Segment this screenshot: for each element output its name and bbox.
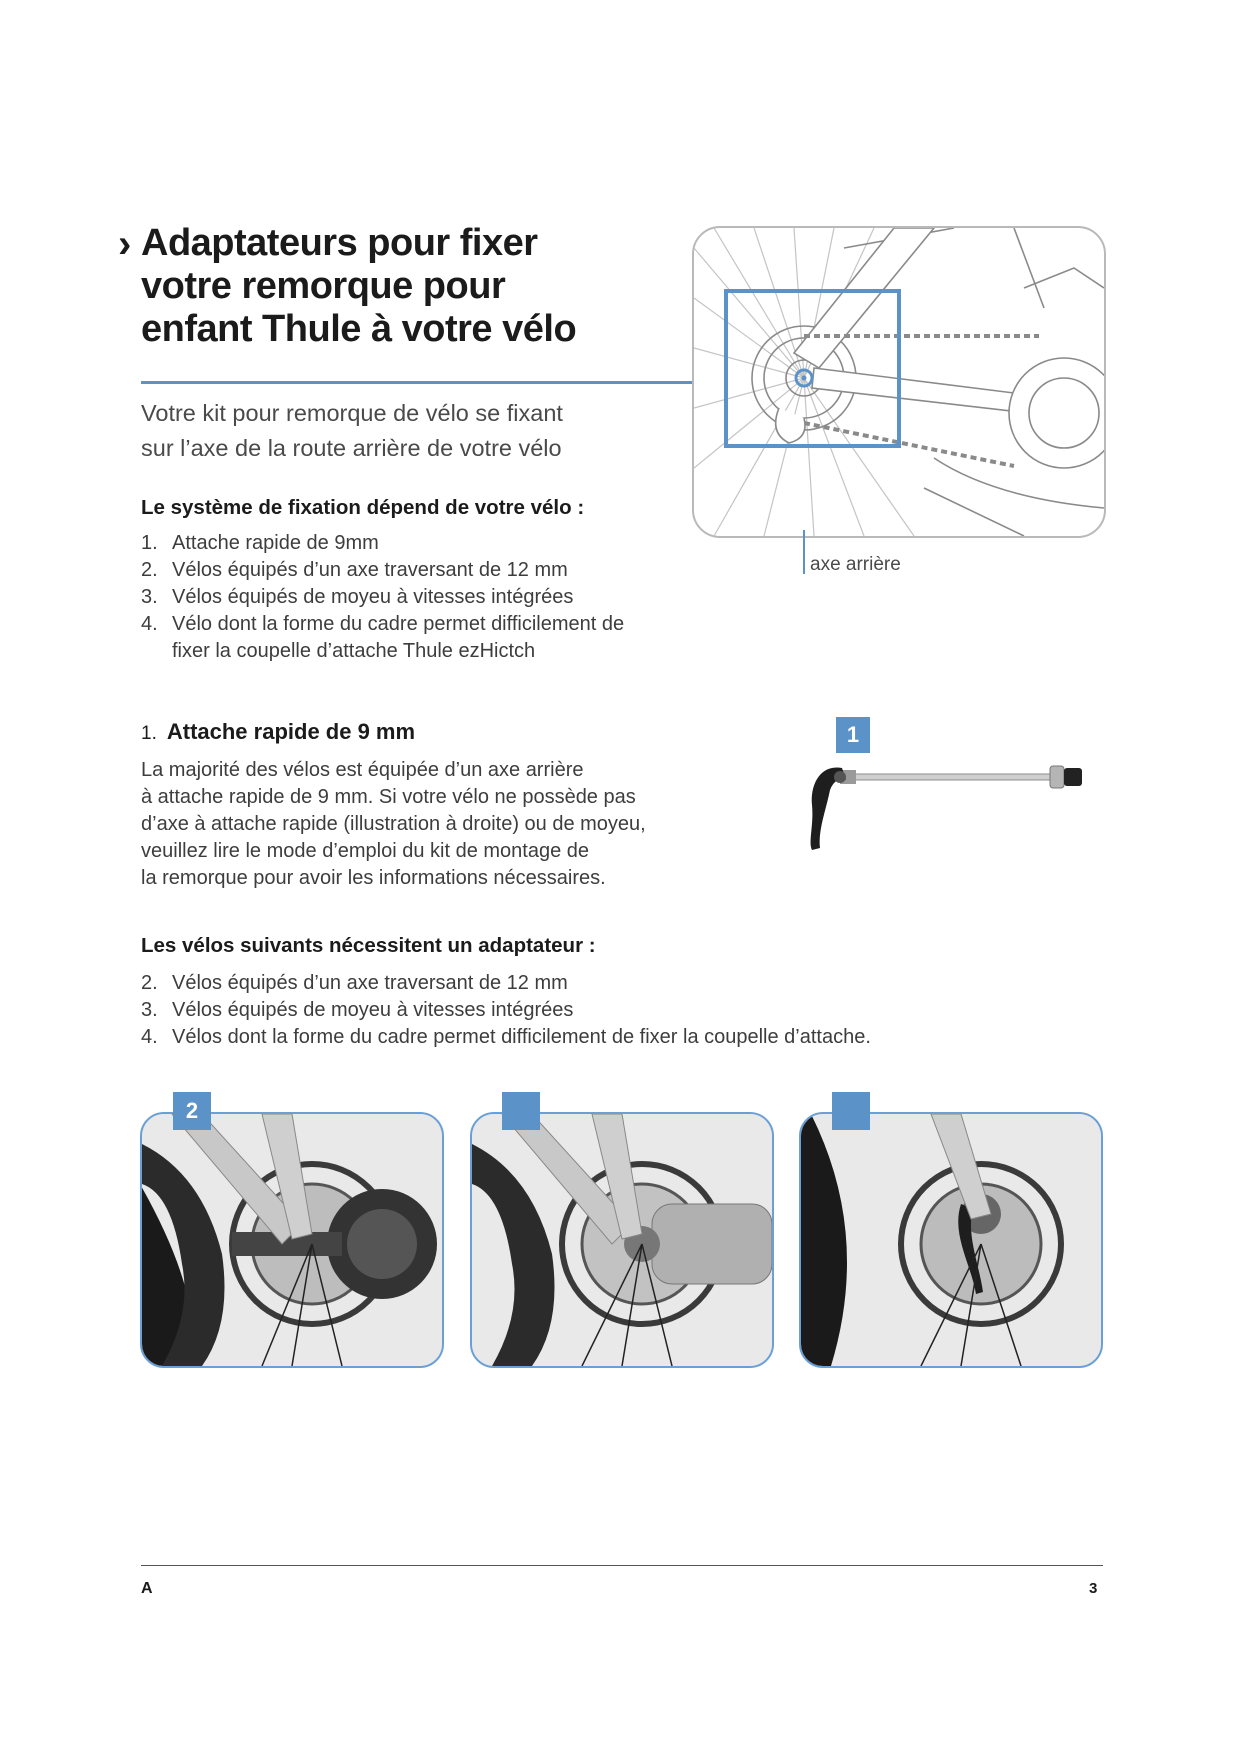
paragraph-line: La majorité des vélos est équipée d’un axe arrière: [141, 759, 584, 781]
photo-thru-axle: [140, 1112, 444, 1368]
footer-section-letter: A: [141, 1580, 153, 1597]
photo-internal-gear-hub: [470, 1112, 774, 1368]
quick-release-heading: [141, 719, 415, 745]
paragraph-line: la remorque pour avoir les informations nécessaires.: [141, 867, 606, 889]
list-text: Vélos équipés de moyeu à vitesses intégrées: [172, 999, 574, 1021]
list-item: [141, 557, 661, 584]
list-text: Vélos équipés d’un axe traversant de 12 mm: [172, 559, 568, 581]
list-number: 3.: [141, 999, 158, 1021]
list-number: 2.: [141, 559, 158, 581]
section1-list: [141, 530, 661, 665]
title-line-3: enfant Thule à votre vélo: [141, 308, 577, 350]
rear-axle-illustration: [692, 226, 1106, 538]
rear-axle-label: axe arrière: [810, 554, 901, 575]
title-chevron-icon: ›: [118, 222, 132, 266]
quick-release-title: Attache rapide de 9 mm: [166, 719, 416, 744]
title-line-2: votre remorque pour: [141, 265, 506, 307]
quick-release-paragraph: [141, 757, 761, 892]
list-number: 2.: [141, 972, 158, 994]
title-line-1: Adaptateurs pour fixer: [141, 222, 538, 264]
quick-release-skewer-icon: [800, 750, 1120, 870]
list-number: 3.: [141, 586, 158, 608]
photo-badge: [502, 1092, 540, 1130]
paragraph-line: à attache rapide de 9 mm. Si votre vélo ne possède pas: [141, 786, 636, 808]
subtitle: [141, 396, 681, 466]
list-item: [141, 970, 1041, 997]
list-number: 4.: [141, 1026, 158, 1048]
photo-badge: [832, 1092, 870, 1130]
paragraph-line: veuillez lire le mode d’emploi du kit de montage de: [141, 840, 590, 862]
photo-badge: 2: [173, 1092, 211, 1130]
section2-heading: Les vélos suivants nécessitent un adaptateur :: [141, 934, 596, 957]
list-text: Vélo dont la forme du cadre permet difficilement de fixer la coupelle d’attache Thule ezHictch: [172, 613, 625, 662]
subtitle-line-1: Votre kit pour remorque de vélo se fixant: [141, 400, 563, 426]
list-item: [141, 997, 1041, 1024]
section1-heading: Le système de fixation dépend de votre vélo :: [141, 496, 585, 519]
title-divider: [141, 381, 701, 384]
list-text: Vélos dont la forme du cadre permet difficilement de fixer la coupelle d’attache.: [172, 1026, 871, 1048]
subtitle-line-2: sur l’axe de la route arrière de votre vélo: [141, 435, 562, 461]
paragraph-line: d’axe à attache rapide (illustration à droite) ou de moyeu,: [141, 813, 646, 835]
list-text: Attache rapide de 9mm: [172, 532, 379, 554]
page-number: 3: [1089, 1580, 1098, 1597]
section2-list: [141, 970, 1041, 1051]
list-text: Vélos équipés de moyeu à vitesses intégrées: [172, 586, 574, 608]
list-number: 1.: [141, 532, 158, 554]
bike-wheel-drawing: [694, 228, 1104, 536]
photo-frame-shape: [799, 1112, 1103, 1368]
list-item: [141, 584, 661, 611]
quick-release-badge: 1: [836, 717, 870, 753]
list-text: Vélos équipés d’un axe traversant de 12 mm: [172, 972, 568, 994]
list-item: [141, 611, 661, 665]
footer-divider: [141, 1565, 1103, 1566]
list-number: 4.: [141, 613, 158, 635]
list-item: [141, 1024, 1041, 1051]
axle-pointer-line: [803, 530, 805, 574]
list-item: [141, 530, 661, 557]
quick-release-number: 1.: [141, 723, 157, 744]
page-title: [141, 222, 661, 351]
